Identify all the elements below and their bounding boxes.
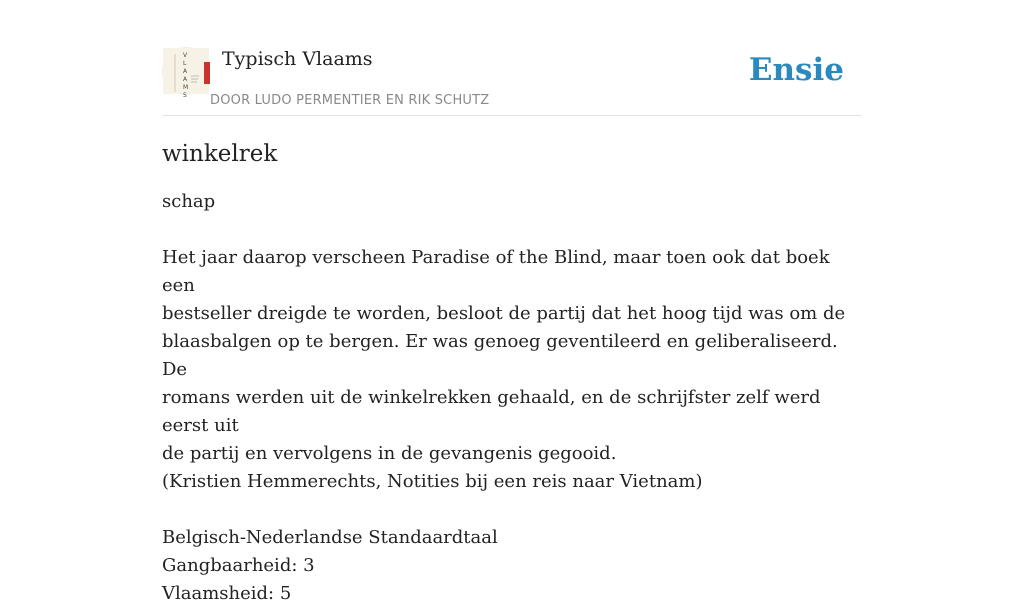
entry-content <box>162 136 862 608</box>
example-line: romans werden uit de winkelrekken gehaald, en de schrijfster zelf werd eerst uit <box>162 387 821 436</box>
site-header <box>162 44 862 116</box>
entry-definition: schap <box>162 191 216 212</box>
example-line: de partij en vervolgens in de gevangenis gegooid. <box>162 443 617 464</box>
example-line: blaasbalgen op te bergen. Er was genoeg geventileerd en geliberaliseerd. De <box>162 331 838 380</box>
example-source: (Kristien Hemmerechts, Notities bij een reis naar Vietnam) <box>162 471 703 492</box>
entry-vlaamsheid: Vlaamsheid: 5 <box>162 583 292 604</box>
svg-text:A: A <box>183 76 188 83</box>
book-cover-graphic <box>163 48 209 99</box>
book-cover-icon[interactable] <box>162 47 210 99</box>
entry-example <box>162 244 862 496</box>
svg-text:M: M <box>183 84 189 91</box>
example-line: bestseller dreigde te worden, besloot de partij dat het hoog tijd was om de <box>162 303 846 324</box>
svg-text:A: A <box>183 68 188 75</box>
entry-stats <box>162 524 862 608</box>
example-line: Het jaar daarop verscheen Paradise of the Blind, maar toen ook dat boek een <box>162 247 830 296</box>
entry-register: Belgisch-Nederlandse Standaardtaal <box>162 527 498 548</box>
book-title[interactable]: Typisch Vlaams <box>222 48 373 70</box>
svg-text:S: S <box>183 92 187 99</box>
svg-text:L: L <box>183 60 187 67</box>
svg-text:V: V <box>183 52 188 59</box>
entry-word: winkelrek <box>162 141 278 167</box>
entry-gangbaarheid: Gangbaarheid: 3 <box>162 555 315 576</box>
ensie-logo[interactable]: Ensie <box>748 52 844 88</box>
byline: DOOR LUDO PERMENTIER EN RIK SCHUTZ <box>210 93 490 108</box>
